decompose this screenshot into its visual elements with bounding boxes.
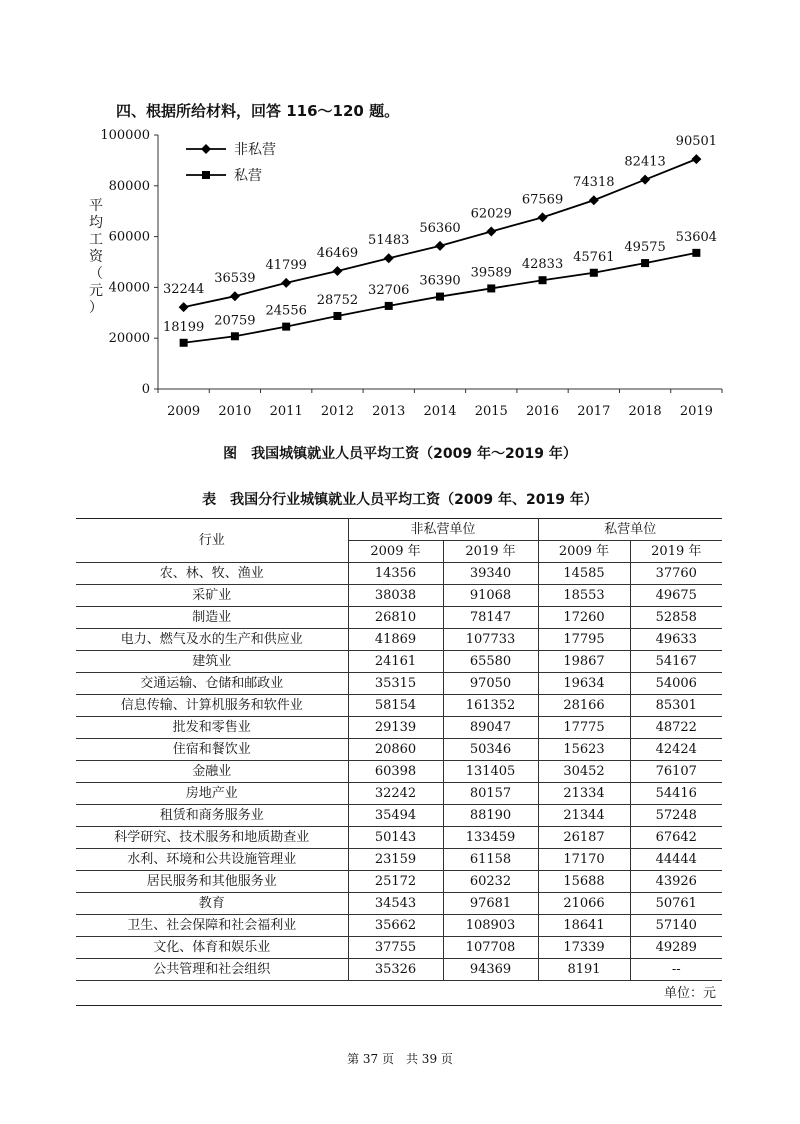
- data-point-square: [641, 259, 649, 267]
- wage-cell: 44444: [630, 849, 722, 871]
- header-industry: 行业: [76, 519, 348, 563]
- table-row: [76, 673, 722, 695]
- wage-cell: 50346: [443, 739, 538, 761]
- wage-cell: 17339: [538, 937, 630, 959]
- legend-label: 私营: [234, 168, 262, 184]
- table-row: [76, 629, 722, 651]
- wage-cell: 131405: [443, 761, 538, 783]
- wage-cell: 18553: [538, 585, 630, 607]
- wage-line-chart: [0, 0, 800, 440]
- industry-name: 卫生、社会保障和社会福利业: [76, 915, 348, 937]
- wage-cell: 38038: [348, 585, 443, 607]
- table-caption: 表 我国分行业城镇就业人员平均工资（2009 年、2019 年）: [202, 492, 598, 508]
- industry-name: 房地产业: [76, 783, 348, 805]
- data-label: 41799: [265, 257, 307, 273]
- industry-name: 租赁和商务服务业: [76, 805, 348, 827]
- figure-caption: 图 我国城镇就业人员平均工资（2009 年～2019 年）: [223, 446, 577, 462]
- wage-cell: 50143: [348, 827, 443, 849]
- wage-cell: 28166: [538, 695, 630, 717]
- data-point-square: [385, 302, 393, 310]
- wage-cell: 41869: [348, 629, 443, 651]
- data-label: 62029: [470, 206, 512, 222]
- wage-cell: 49289: [630, 937, 722, 959]
- wage-cell: 58154: [348, 695, 443, 717]
- x-tick-label: 2013: [372, 404, 406, 419]
- wage-cell: 19634: [538, 673, 630, 695]
- x-tick-label: 2011: [269, 404, 303, 419]
- data-label: 82413: [624, 154, 666, 170]
- wage-cell: 15623: [538, 739, 630, 761]
- table-row: [76, 695, 722, 717]
- wage-cell: 107708: [443, 937, 538, 959]
- x-tick-label: 2017: [577, 404, 611, 419]
- data-label: 46469: [316, 245, 359, 261]
- data-label: 51483: [368, 233, 410, 249]
- data-label: 28752: [316, 292, 359, 308]
- wage-cell: 60398: [348, 761, 443, 783]
- table-row: [76, 717, 722, 739]
- industry-name: 文化、体育和娱乐业: [76, 937, 348, 959]
- x-tick-label: 2018: [628, 404, 662, 419]
- wage-cell: 76107: [630, 761, 722, 783]
- wage-cell: 21066: [538, 893, 630, 915]
- x-tick-label: 2019: [679, 404, 713, 419]
- header-year: 2009 年: [348, 541, 443, 563]
- table-row: [76, 651, 722, 673]
- wage-cell: 85301: [630, 695, 722, 717]
- wage-cell: 26187: [538, 827, 630, 849]
- industry-name: 公共管理和社会组织: [76, 959, 348, 981]
- industry-name: 住宿和餐饮业: [76, 739, 348, 761]
- wage-table: [76, 518, 722, 1006]
- y-tick-label: 100000: [100, 128, 150, 143]
- wage-cell: 15688: [538, 871, 630, 893]
- y-axis-label-char: 资: [89, 249, 103, 265]
- wage-cell: 88190: [443, 805, 538, 827]
- data-point-diamond: [384, 253, 394, 263]
- industry-name: 交通运输、仓储和邮政业: [76, 673, 348, 695]
- table-row: [76, 959, 722, 981]
- wage-cell: 19867: [538, 651, 630, 673]
- data-point-square: [180, 339, 188, 347]
- data-point-diamond: [486, 226, 496, 236]
- table-row: [76, 871, 722, 893]
- industry-name: 批发和零售业: [76, 717, 348, 739]
- y-tick-label: 60000: [108, 229, 150, 245]
- industry-name: 信息传输、计算机服务和软件业: [76, 695, 348, 717]
- wage-cell: 97050: [443, 673, 538, 695]
- data-point-diamond: [538, 212, 548, 222]
- wage-cell: 18641: [538, 915, 630, 937]
- data-point-square: [231, 332, 239, 340]
- section-heading: 四、根据所给材料，回答 116～120 题。: [116, 102, 400, 120]
- data-label: 74318: [573, 175, 615, 191]
- y-axis-label-char: ）: [89, 300, 103, 316]
- data-point-square: [436, 293, 444, 301]
- data-label: 36390: [419, 273, 461, 289]
- wage-cell: 133459: [443, 827, 538, 849]
- wage-cell: 108903: [443, 915, 538, 937]
- header-year: 2019 年: [443, 541, 538, 563]
- table-row: [76, 827, 722, 849]
- y-axis-label-char: 平: [89, 198, 103, 214]
- data-label: 18199: [162, 319, 205, 335]
- wage-cell: 52858: [630, 607, 722, 629]
- wage-cell: 54416: [630, 783, 722, 805]
- wage-cell: 17775: [538, 717, 630, 739]
- wage-cell: 26810: [348, 607, 443, 629]
- industry-name: 建筑业: [76, 651, 348, 673]
- legend-marker-diamond: [201, 144, 211, 154]
- table-row: [76, 585, 722, 607]
- wage-cell: 161352: [443, 695, 538, 717]
- table-row: [76, 893, 722, 915]
- data-label: 20759: [214, 313, 256, 329]
- wage-cell: 54006: [630, 673, 722, 695]
- wage-cell: 21344: [538, 805, 630, 827]
- wage-cell: 35326: [348, 959, 443, 981]
- wage-cell: 57140: [630, 915, 722, 937]
- table-row: [76, 937, 722, 959]
- industry-name: 采矿业: [76, 585, 348, 607]
- table-row: [76, 783, 722, 805]
- table-row: [76, 563, 722, 585]
- industry-name: 金融业: [76, 761, 348, 783]
- wage-cell: 14585: [538, 563, 630, 585]
- wage-cell: 67642: [630, 827, 722, 849]
- wage-cell: 29139: [348, 717, 443, 739]
- data-label: 32244: [162, 282, 205, 298]
- industry-name: 农、林、牧、渔业: [76, 563, 348, 585]
- table-row: [76, 761, 722, 783]
- wage-cell: 57248: [630, 805, 722, 827]
- x-tick-label: 2016: [525, 404, 560, 419]
- data-point-diamond: [435, 241, 445, 251]
- data-point-diamond: [332, 266, 342, 276]
- wage-cell: 49633: [630, 629, 722, 651]
- wage-cell: 42424: [630, 739, 722, 761]
- wage-cell: 37755: [348, 937, 443, 959]
- wage-cell: 54167: [630, 651, 722, 673]
- data-point-square: [487, 284, 495, 292]
- x-tick-label: 2014: [423, 404, 457, 419]
- wage-cell: 97681: [443, 893, 538, 915]
- wage-cell: 61158: [443, 849, 538, 871]
- industry-name: 电力、燃气及水的生产和供应业: [76, 629, 348, 651]
- wage-cell: 35494: [348, 805, 443, 827]
- industry-name: 居民服务和其他服务业: [76, 871, 348, 893]
- wage-cell: 17260: [538, 607, 630, 629]
- unit-label: 单位：元: [76, 981, 722, 1006]
- y-tick-label: 40000: [108, 280, 150, 296]
- wage-cell: 43926: [630, 871, 722, 893]
- data-label: 24556: [265, 303, 307, 319]
- wage-cell: 94369: [443, 959, 538, 981]
- wage-cell: 107733: [443, 629, 538, 651]
- wage-cell: 25172: [348, 871, 443, 893]
- data-label: 90501: [675, 134, 718, 150]
- data-point-square: [692, 249, 700, 257]
- table-row: [76, 805, 722, 827]
- y-axis-label-char: 均: [89, 215, 103, 231]
- x-tick-label: 2012: [320, 404, 355, 419]
- wage-cell: 34543: [348, 893, 443, 915]
- wage-cell: 32242: [348, 783, 443, 805]
- data-point-diamond: [281, 278, 291, 288]
- wage-cell: 14356: [348, 563, 443, 585]
- wage-cell: 39340: [443, 563, 538, 585]
- table-row: [76, 849, 722, 871]
- data-label: 32706: [368, 282, 410, 298]
- unit-row: [76, 981, 722, 1006]
- wage-cell: 20860: [348, 739, 443, 761]
- wage-cell: 17795: [538, 629, 630, 651]
- header-private: 私营单位: [538, 519, 722, 541]
- data-point-square: [333, 312, 341, 320]
- table-row: [76, 739, 722, 761]
- wage-cell: 37760: [630, 563, 722, 585]
- wage-cell: 91068: [443, 585, 538, 607]
- wage-cell: 89047: [443, 717, 538, 739]
- y-axis-label-char: （: [89, 266, 103, 282]
- header-nonprivate: 非私营单位: [348, 519, 538, 541]
- y-tick-label: 80000: [108, 178, 150, 194]
- data-point-diamond: [589, 195, 599, 205]
- data-point-diamond: [691, 154, 701, 164]
- data-point-square: [590, 269, 598, 277]
- header-year: 2019 年: [630, 541, 722, 563]
- table-row: [76, 915, 722, 937]
- data-label: 49575: [624, 240, 666, 256]
- industry-name: 制造业: [76, 607, 348, 629]
- data-point-diamond: [640, 175, 650, 185]
- wage-cell: 60232: [443, 871, 538, 893]
- wage-cell: 21334: [538, 783, 630, 805]
- wage-cell: 30452: [538, 761, 630, 783]
- wage-cell: 35662: [348, 915, 443, 937]
- data-label: 39589: [470, 265, 512, 281]
- table-row: [76, 607, 722, 629]
- wage-cell: 17170: [538, 849, 630, 871]
- legend-label: 非私营: [234, 142, 276, 158]
- data-point-diamond: [230, 291, 240, 301]
- data-label: 42833: [521, 257, 564, 273]
- data-point-diamond: [179, 302, 189, 312]
- data-label: 53604: [675, 229, 718, 245]
- wage-cell: 78147: [443, 607, 538, 629]
- wage-cell: --: [630, 959, 722, 981]
- data-point-square: [539, 276, 547, 284]
- x-tick-label: 2010: [218, 404, 252, 419]
- wage-cell: 48722: [630, 717, 722, 739]
- data-label: 36539: [214, 271, 256, 287]
- wage-cell: 80157: [443, 783, 538, 805]
- legend-marker-square: [202, 171, 210, 179]
- wage-cell: 24161: [348, 651, 443, 673]
- y-axis-label-char: 工: [89, 232, 103, 248]
- table-header-row: [76, 519, 722, 541]
- wage-cell: 8191: [538, 959, 630, 981]
- page-number: 第 37 页 共 39 页: [347, 1052, 453, 1066]
- wage-cell: 49675: [630, 585, 722, 607]
- data-label: 56360: [419, 220, 461, 236]
- wage-cell: 35315: [348, 673, 443, 695]
- data-label: 45761: [573, 249, 615, 265]
- y-tick-label: 0: [141, 382, 150, 397]
- industry-name: 水利、环境和公共设施管理业: [76, 849, 348, 871]
- wage-cell: 23159: [348, 849, 443, 871]
- x-tick-label: 2009: [167, 404, 201, 419]
- data-label: 67569: [521, 192, 564, 208]
- y-axis-label-char: 元: [89, 283, 103, 299]
- wage-cell: 50761: [630, 893, 722, 915]
- y-tick-label: 20000: [108, 331, 150, 347]
- header-year: 2009 年: [538, 541, 630, 563]
- industry-name: 教育: [76, 893, 348, 915]
- x-tick-label: 2015: [474, 404, 508, 419]
- wage-cell: 65580: [443, 651, 538, 673]
- industry-name: 科学研究、技术服务和地质勘查业: [76, 827, 348, 849]
- data-point-square: [282, 323, 290, 331]
